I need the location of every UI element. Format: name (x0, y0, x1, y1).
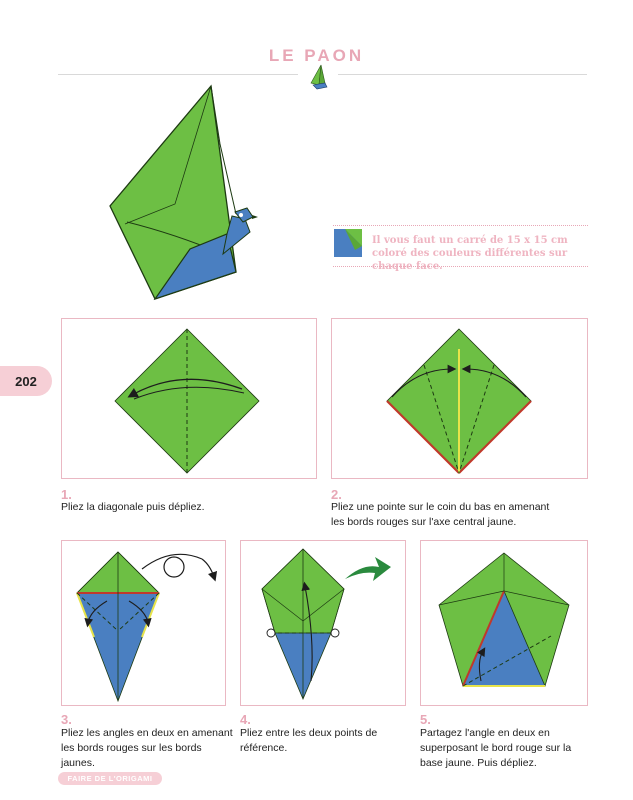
step-2-caption-line: les bords rouges sur l'axe central jaune. (331, 516, 517, 528)
step-5-caption-line: Partagez l'angle en deux en (420, 727, 550, 739)
peacock-illustration (105, 84, 260, 304)
step-2-number: 2. (331, 487, 342, 502)
step-1-number: 1. (61, 487, 72, 502)
step-4-panel (240, 540, 406, 706)
step-1-caption-line: Pliez la diagonale puis dépliez. (61, 501, 205, 513)
note-rule-bottom (333, 266, 588, 267)
step-3-panel (61, 540, 226, 706)
peacock-emblem-icon (303, 63, 333, 93)
header-rule-right (338, 74, 587, 75)
step-4-caption-line: Pliez entre les deux points de (240, 727, 378, 739)
step-4-caption-line: référence. (240, 742, 288, 754)
paper-square-icon (333, 228, 363, 258)
page-number: 202 (0, 366, 52, 396)
page-title: LE PAON (268, 46, 365, 65)
step-2-caption (331, 500, 586, 530)
header-rule-left (58, 74, 298, 75)
step-3-caption-line: les bords rouges sur les bords jaunes. (61, 742, 202, 769)
step-1-caption (61, 500, 311, 515)
step-5-caption-line: base jaune. Puis dépliez. (420, 757, 537, 769)
step-4-caption (240, 726, 410, 756)
step-2-panel (331, 318, 588, 479)
step-5-caption-line: superposant le bord rouge sur la (420, 742, 572, 754)
step-3-caption-line: Pliez les angles en deux en amenant (61, 727, 233, 739)
step-5-panel (420, 540, 588, 706)
step-5-caption (420, 726, 590, 771)
step-3-caption (61, 726, 236, 771)
note-rule-top (333, 225, 588, 226)
section-footer-badge: FAIRE DE L'ORIGAMI (58, 772, 162, 785)
note-text: Il vous faut un carré de 15 x 15 cm coloré des couleurs différentes sur chaque face. (372, 235, 568, 272)
step-2-caption-line: Pliez une pointe sur le coin du bas en amenant (331, 501, 550, 513)
step-5-number: 5. (420, 712, 431, 727)
step-1-panel (61, 318, 317, 479)
step-3-number: 3. (61, 712, 72, 727)
step-4-number: 4. (240, 712, 251, 727)
